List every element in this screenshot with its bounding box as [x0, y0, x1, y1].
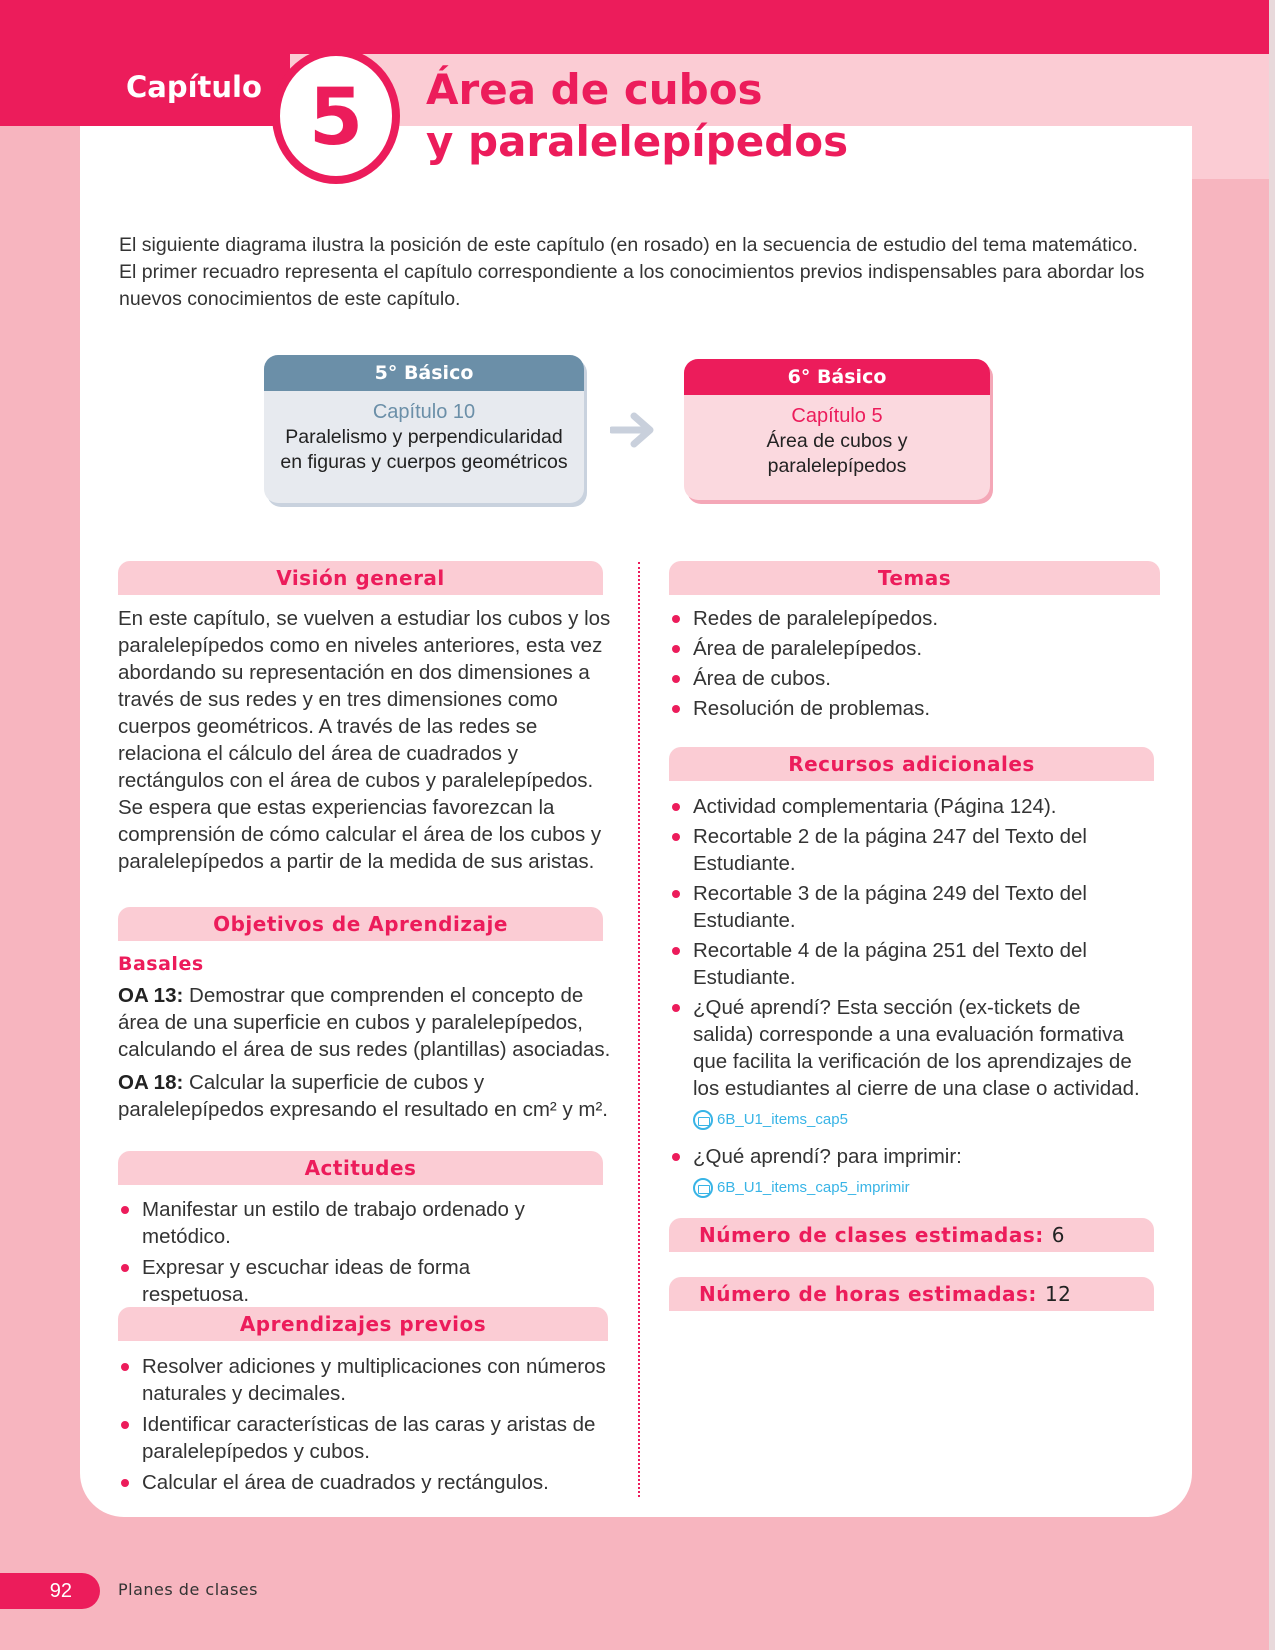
oa-code: OA 13: [118, 984, 184, 1007]
current-chapter-box [684, 359, 990, 500]
oa-text: Calcular la superficie de cubos y paralelepípedos expresando el resultado en cm² y m². [118, 1071, 608, 1121]
list-item: Identificar características de las caras y aristas de paralelepípedos y cubos. [118, 1411, 618, 1465]
aprendizajes-previos-list [118, 1353, 618, 1496]
previous-desc-line-2: en figuras y cuerpos geométricos [280, 451, 568, 473]
list-item-text: ¿Qué aprendí? Esta sección (ex-tickets de salida) corresponde a una evaluación formativa que facilita la verificación de los aprendizajes de los estudiantes al cierre de una clase o actividad. [693, 996, 1140, 1100]
previous-level: 5° Básico [264, 355, 584, 391]
list-item: Resolución de problemas. [669, 695, 1149, 722]
list-item [669, 994, 1144, 1133]
list-item: Recortable 3 de la página 249 del Texto del Estudiante. [669, 880, 1144, 934]
vision-general-heading: Visión general [118, 561, 603, 595]
chapter-label: Capítulo [126, 70, 262, 104]
list-item: Recortable 2 de la página 247 del Texto del Estudiante. [669, 823, 1144, 877]
horas-estimadas [669, 1277, 1154, 1311]
temas-list [669, 605, 1149, 722]
oa-item [118, 982, 618, 1063]
resource-link[interactable] [693, 1174, 1144, 1201]
folder-icon [693, 1110, 713, 1130]
list-item-text: ¿Qué aprendí? para imprimir: [693, 1145, 962, 1168]
actitudes-list [118, 1196, 558, 1308]
column-divider [638, 562, 640, 1497]
footer-section-label: Planes de clases [118, 1580, 258, 1599]
current-desc-line-2: paralelepípedos [767, 455, 907, 477]
recursos-list [669, 793, 1144, 1201]
title-line-1: Área de cubos [426, 65, 763, 114]
page-edge [1269, 0, 1275, 1650]
current-desc-line-1: Área de cubos y [766, 430, 908, 452]
title-line-2: y paralelepípedos [426, 117, 849, 166]
clases-estimadas [669, 1218, 1154, 1252]
list-item: Área de paralelepípedos. [669, 635, 1149, 662]
right-arrow-icon [610, 412, 656, 448]
list-item: Resolver adiciones y multiplicaciones con números naturales y decimales. [118, 1353, 618, 1407]
list-item: Calcular el área de cuadrados y rectángulos. [118, 1469, 618, 1496]
recursos-heading: Recursos adicionales [669, 747, 1154, 781]
chapter-number-badge [272, 48, 400, 184]
current-level: 6° Básico [684, 359, 990, 395]
clases-value: 6 [1051, 1223, 1066, 1247]
list-item: Manifestar un estilo de trabajo ordenado y metódico. [118, 1196, 558, 1250]
vision-general-text: En este capítulo, se vuelven a estudiar los cubos y los paralelepípedos como en niveles anteriores, esta vez abordando su representación en dos dimensiones a través de sus redes y en tres dimensiones como cuerpos geométricos. A través de las redes se relaciona el cálculo del área de cuadrados y rectángulos con el área de cubos y paralelepípedos. Se espera que estas experiencias favorezcan la comprensión de cómo calcular el área de los cubos y paralelepípedos a partir de la medida de sus aristas. [118, 607, 611, 873]
current-chapter: Capítulo 5 [791, 405, 883, 427]
previous-desc-line-1: Paralelismo y perpendicularidad [285, 426, 563, 448]
oa-text: Demostrar que comprenden el concepto de área de una superficie en cubos y paralelepípedos, calculando el área de sus redes (plantillas) asociadas. [118, 984, 611, 1061]
page-title [426, 64, 848, 168]
list-item [669, 1143, 1144, 1201]
objetivos-heading: Objetivos de Aprendizaje [118, 907, 603, 941]
list-item: Actividad complementaria (Página 124). [669, 793, 1144, 820]
previous-chapter-box [264, 355, 584, 503]
folder-icon [693, 1178, 713, 1198]
aprendizajes-previos-heading: Aprendizajes previos [118, 1307, 608, 1341]
list-item: Expresar y escuchar ideas de forma respetuosa. [118, 1254, 558, 1308]
resource-link-label[interactable]: 6B_U1_items_cap5 [717, 1111, 848, 1128]
oa-code: OA 18: [118, 1071, 184, 1094]
list-item: Recortable 4 de la página 251 del Texto del Estudiante. [669, 937, 1144, 991]
chapter-number: 5 [308, 73, 364, 163]
list-item: Redes de paralelepípedos. [669, 605, 1149, 632]
header-band [0, 0, 1269, 54]
oa-item [118, 1069, 618, 1123]
resource-link[interactable] [693, 1106, 1144, 1133]
clases-label: Número de clases estimadas: [699, 1223, 1044, 1247]
temas-heading: Temas [669, 561, 1160, 595]
page-number: 92 [0, 1573, 100, 1609]
objetivos-content [118, 951, 618, 1123]
horas-label: Número de horas estimadas: [699, 1282, 1037, 1306]
horas-value: 12 [1044, 1282, 1072, 1306]
resource-link-label[interactable]: 6B_U1_items_cap5_imprimir [717, 1179, 910, 1196]
intro-paragraph: El siguiente diagrama ilustra la posición de este capítulo (en rosado) en la secuencia de estudio del tema matemático. El primer recuadro representa el capítulo correspondiente a los conocimientos previos indispensables para abordar los nuevos conocimientos de este capítulo. [119, 234, 1145, 310]
previous-chapter: Capítulo 10 [372, 401, 476, 423]
basales-subheading: Basales [118, 953, 204, 975]
list-item: Área de cubos. [669, 665, 1149, 692]
actitudes-heading: Actitudes [118, 1151, 603, 1185]
